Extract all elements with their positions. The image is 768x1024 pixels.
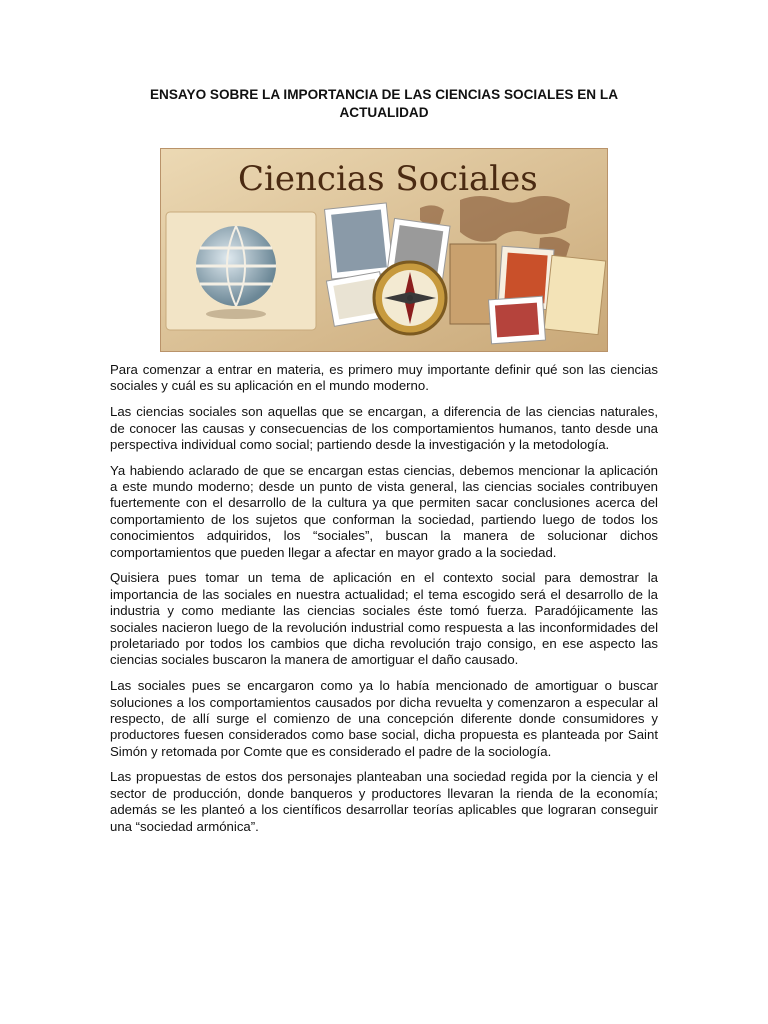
banner-heading: Ciencias Sociales	[238, 159, 538, 199]
paragraph-5: Las sociales pues se encargaron como ya lo había mencionado de amortiguar o buscar soluciones a los comportamientos causados por dicha revuelta y comenzaron a especular al respecto, de allí surge el comienzo de una concepción diferente donde consumidores y productores fuesen considerados como base social, dicha propuesta es planteada por Saint Simón y retomada por Comte que es considerado el padre de la sociología.	[110, 678, 658, 759]
paragraph-1: Para comenzar a entrar en materia, es primero muy importante definir qué son las ciencias sociales y cuál es su aplicación en el mundo moderno.	[110, 362, 658, 394]
paragraph-4: Quisiera pues tomar un tema de aplicación en el contexto social para demostrar la importancia de las sociales en nuestra actualidad; el tema escogido será el desarrollo de la industria y como mediante las ciencias sociales éste tomó fuerza. Paradójicamente las sociales nacieron luego de la revolución industrial como respuesta a las inconformidades del proletariado por todos los cambios que dicha revolución trajo consigo, en ese aspecto las ciencias sociales buscaron la manera de amortiguar el daño causado.	[110, 570, 658, 668]
ciencias-sociales-banner	[160, 148, 608, 352]
paragraph-3: Ya habiendo aclarado de que se encargan estas ciencias, debemos mencionar la aplicación a este mundo moderno; desde un punto de vista general, las ciencias sociales contribuyen fuertemente con el desarrollo de la cultura ya que permiten sacar conclusiones acerca del comportamiento de los sujetos que conforman la sociedad, partiendo luego de todos los conocimientos adquiridos, los “sociales”, buscan la manera de solucionar dichos comportamientos que pueden llegar a afectar en mayor grado a la sociedad.	[110, 462, 658, 560]
compass-icon	[374, 262, 446, 334]
essay-body	[110, 362, 658, 844]
paragraph-2: Las ciencias sociales son aquellas que se encargan, a diferencia de las ciencias naturales, de conocer las causas y consecuencias de los comportamientos humanos, tanto desde una perspectiva individual como social; partiendo desde la investigación y la metodología.	[110, 404, 658, 452]
document-title: ENSAYO SOBRE LA IMPORTANCIA DE LAS CIENCIAS SOCIALES EN LA ACTUALIDAD	[149, 87, 619, 120]
paragraph-6: Las propuestas de estos dos personajes planteaban una sociedad regida por la ciencia y el sector de producción, donde banqueros y productores llevaran la rienda de la economía; además se les planteó a los científicos desarrollar teorías aplicables que lograran conseguir una “sociedad armónica”.	[110, 769, 658, 834]
